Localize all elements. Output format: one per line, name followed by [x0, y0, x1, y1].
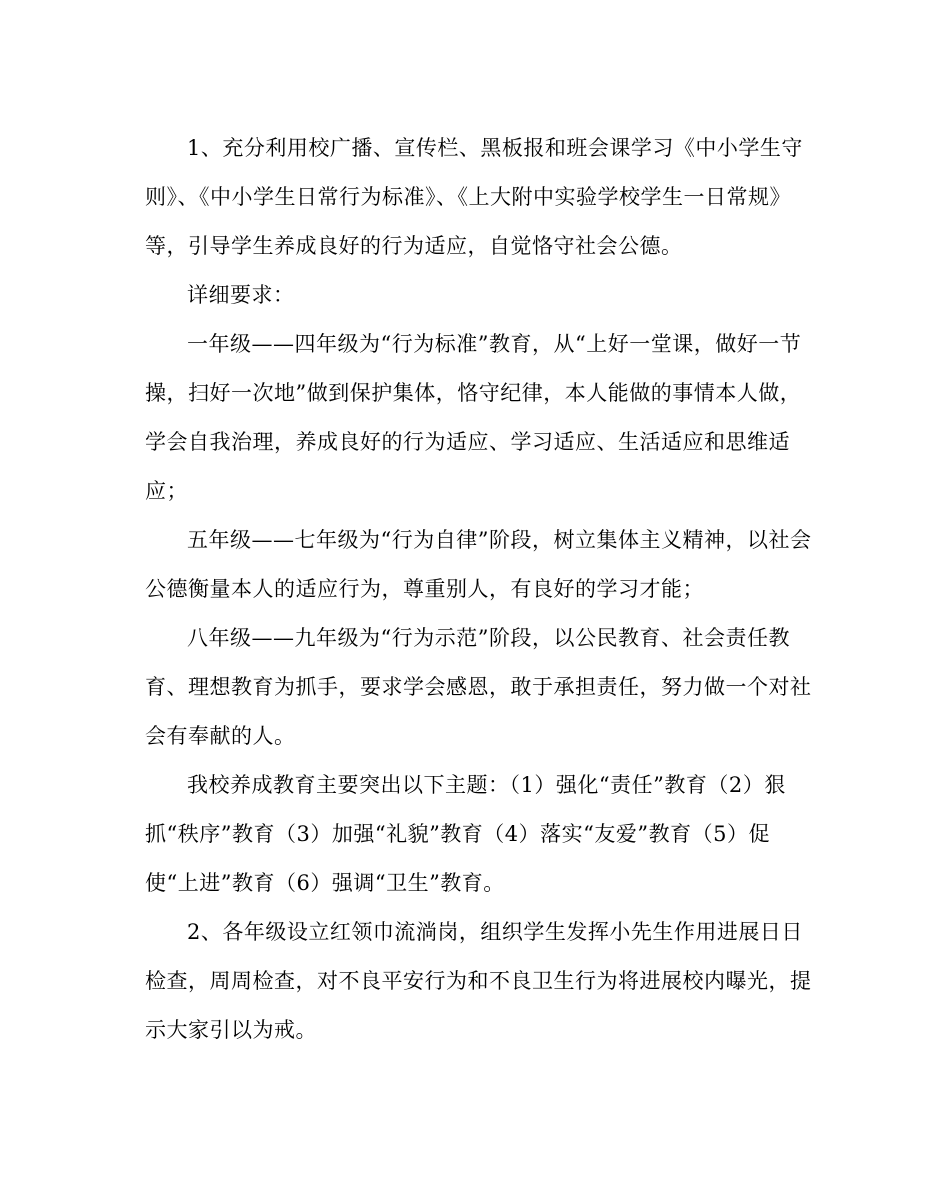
paragraph-1: 1、充分利用校广播、宣传栏、黑板报和班会课学习《中小学生守则》、《中小学生日常行为标准》、《上大附中实验学校学生一日常规》等，引导学生养成良好的行为适应，自觉恪守社会公德。	[145, 136, 803, 258]
paragraph-6: 我校养成教育主要突出以下主题：（1）强化“责任”教育（2）狠抓“秩序”教育（3）加强“礼貌”教育（4）落实“友爱”教育（5）促使“上进”教育（6）强调“卫生”教育。	[145, 773, 786, 895]
paragraph-4: 五年级——七年级为“行为自律”阶段，树立集体主义精神，以社会公德衡量本人的适应行为，尊重别人，有良好的学习才能；	[145, 528, 812, 601]
paragraph-7: 2、各年级设立红领巾流淌岗，组织学生发挥小先生作用进展日日检查，周周检查，对不良平安行为和不良卫生行为将进展校内曝光，提示大家引以为戒。	[145, 920, 812, 1042]
paragraph-5: 八年级——九年级为“行为示范”阶段，以公民教育、社会责任教育、理想教育为抓手，要求学会感恩，敢于承担责任，努力做一个对社会有奉献的人。	[145, 626, 812, 748]
document-body	[145, 124, 815, 1055]
paragraph-3: 一年级——四年级为“行为标准”教育，从“上好一堂课，做好一节操，扫好一次地”做到保护集体，恪守纪律，本人能做的事情本人做，学会自我治理，养成良好的行为适应、学习适应、生活适应和思维适应；	[145, 332, 802, 503]
paragraph-2: 详细要求：	[187, 283, 295, 307]
